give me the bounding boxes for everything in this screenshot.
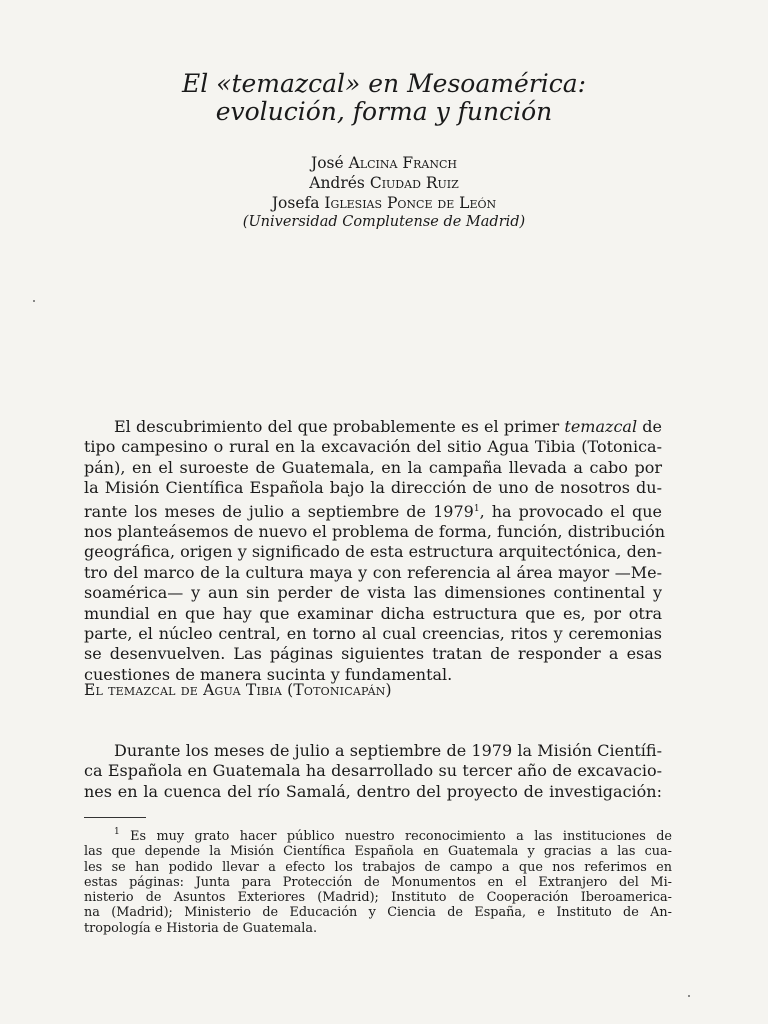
- text-line: nos planteásemos de nuevo el problema de forma, función, distribución: [84, 522, 666, 542]
- italic-term: temazcal: [564, 417, 638, 436]
- author-3: [0, 193, 768, 213]
- footnote-line: estas páginas: Junta para Protección de Monumentos en el Extranjero del Mi-: [84, 874, 672, 890]
- text-line: El descubrimiento del que probablemente es el primer temazcal de: [114, 417, 663, 436]
- author-last-name: Ciudad Ruiz: [369, 174, 459, 192]
- text-line: nes en la cuenca del río Samalá, dentro del proyecto de investigación:: [84, 781, 662, 801]
- intro-paragraph: [84, 417, 666, 685]
- text-line: cuestiones de manera sucinta y fundamental.: [84, 664, 453, 684]
- text-line: se desenvuelven. Las páginas siguientes tratan de responder a esas: [84, 644, 662, 664]
- affiliation: (Universidad Complutense de Madrid): [242, 214, 526, 230]
- text-line: geográfica, origen y significado de esta estructura arquitectónica, den-: [84, 542, 662, 562]
- text-line: parte, el núcleo central, en torno al cual creencias, ritos y ceremonias: [84, 624, 662, 644]
- text-line: mundial en que hay que examinar dicha estructura que es, por otra: [84, 603, 662, 623]
- text-line: tro del marco de la cultura maya y con referencia al área mayor —Me-: [84, 562, 662, 582]
- text-line: la Misión Científica Española bajo la dirección de uno de nosotros du-: [84, 478, 662, 498]
- footnote-line: nisterio de Asuntos Exteriores (Madrid); Instituto de Cooperación Iberoamerica-: [84, 890, 672, 906]
- author-last-name: Iglesias Ponce de León: [324, 194, 497, 212]
- author-first-name: José: [311, 154, 344, 172]
- footnote-line: las que depende la Misión Científica Española en Guatemala y gracias a las cua-: [84, 844, 672, 860]
- footnote-marker: 1: [114, 827, 120, 837]
- footnote-divider: [84, 817, 146, 818]
- article-title-line-1: El «temazcal» en Mesoamérica:: [181, 69, 587, 98]
- text-line: Durante los meses de julio a septiembre de 1979 la Misión Científi-: [114, 741, 662, 760]
- article-title-line-2: evolución, forma y función: [215, 97, 553, 126]
- footnote-ref: 1: [473, 503, 480, 514]
- text-line: ca Española en Guatemala ha desarrollado su tercer año de excavacio-: [84, 761, 662, 781]
- text-line: soamérica— y aun sin perder de vista las dimensiones continental y: [84, 583, 662, 603]
- author-first-name: Josefa: [271, 194, 320, 212]
- footnote-line: $^1$ Es muy grato hacer público nuestro reconocimiento a las instituciones de: [114, 827, 672, 844]
- footnote-line: na (Madrid); Ministerio de Educación y Ciencia de España, e Instituto de An-: [84, 905, 672, 921]
- footnote-line: les se han podido llevar a efecto los trabajos de campo a que nos referimos en: [84, 859, 672, 875]
- author-last-name: Alcina Franch: [348, 154, 457, 172]
- scan-speck: [33, 300, 35, 302]
- text-line: pán), en el suroeste de Guatemala, en la campaña llevada a cabo por: [84, 457, 662, 477]
- text-line: rante los meses de julio a septiembre de 1979$^1$, ha provocado el que: [84, 501, 662, 521]
- section-heading: El temazcal de Agua Tibia (Totonicapán): [84, 681, 392, 699]
- author-1: [0, 153, 768, 173]
- author-first-name: Andrés: [309, 174, 365, 192]
- scan-speck: [688, 995, 690, 997]
- text-line: tipo campesino o rural en la excavación del sitio Agua Tibia (Totonica-: [84, 437, 662, 457]
- section-paragraph: [84, 741, 662, 802]
- author-2: [0, 173, 768, 193]
- footnote: [84, 825, 672, 936]
- footnote-line: tropología e Historia de Guatemala.: [84, 920, 318, 936]
